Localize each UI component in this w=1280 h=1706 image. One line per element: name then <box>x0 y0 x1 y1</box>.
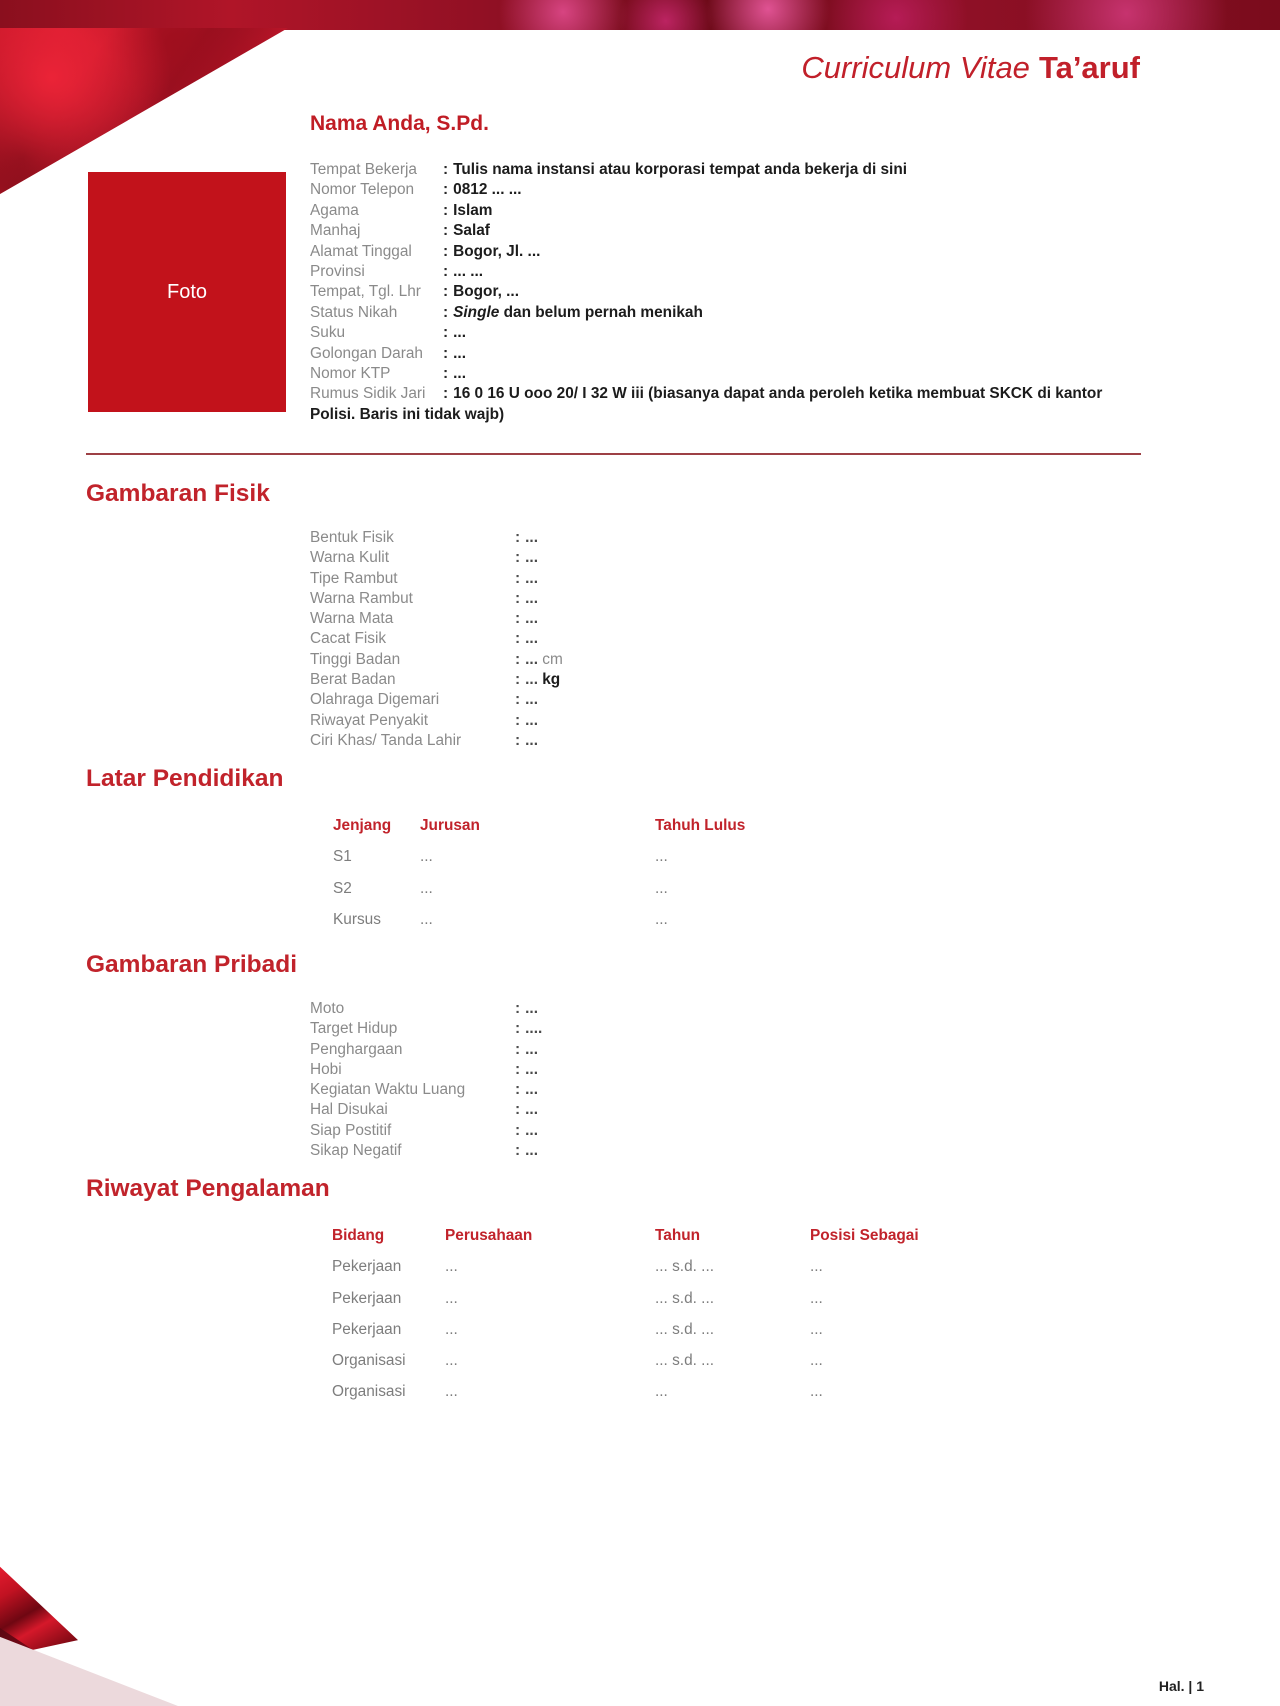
field-row <box>310 548 1010 568</box>
field-separator: : <box>515 569 521 587</box>
education-table <box>333 816 1033 942</box>
cell-posisi: ... <box>810 1320 823 1338</box>
field-row <box>310 690 1010 710</box>
field-separator: : <box>443 181 449 199</box>
field-value: ... <box>525 549 538 567</box>
field-value: ... ... <box>453 263 484 281</box>
field-row <box>310 344 1146 364</box>
field-separator: : <box>443 385 449 403</box>
table-row <box>333 910 1033 941</box>
table-row <box>332 1289 1142 1320</box>
physical-field-list <box>310 528 1010 751</box>
field-label: Bentuk Fisik <box>310 529 394 546</box>
field-label: Moto <box>310 1000 345 1017</box>
table-row <box>332 1351 1142 1382</box>
column-header: Perusahaan <box>445 1227 533 1244</box>
section-heading-physical: Gambaran Fisik <box>86 480 270 507</box>
footer-page-number: Hal. | 1 <box>1158 1678 1204 1694</box>
field-separator: : <box>443 344 449 362</box>
column-header: Posisi Sebagai <box>810 1227 919 1244</box>
rose-photo-strip <box>0 0 1280 30</box>
field-value: ... <box>525 610 538 628</box>
field-label: Warna Mata <box>310 610 394 628</box>
section-heading-education: Latar Pendidikan <box>86 765 284 792</box>
field-row <box>310 282 1146 302</box>
field-separator: : <box>443 324 449 342</box>
field-row <box>310 629 1010 649</box>
cell-bidang: Pekerjaan <box>332 1258 402 1276</box>
field-row <box>310 1141 1010 1161</box>
field-value: ... <box>525 529 538 546</box>
field-value: ... <box>525 1121 538 1139</box>
table-row <box>332 1320 1142 1351</box>
title-bold-part: Ta’aruf <box>1038 50 1140 85</box>
field-value: 0812 ... ... <box>453 181 522 199</box>
field-label: Golongan Darah <box>310 344 423 362</box>
field-separator: : <box>443 263 449 281</box>
field-value: ... <box>453 365 466 383</box>
cell-perusahaan: ... <box>445 1320 458 1338</box>
cell-jenjang: S1 <box>333 848 352 866</box>
field-value: Islam <box>453 201 493 219</box>
field-label: Tipe Rambut <box>310 569 398 587</box>
experience-table-header <box>332 1226 1142 1257</box>
field-row <box>310 323 1146 343</box>
field-separator: : <box>443 201 449 219</box>
field-label: Olahraga Digemari <box>310 691 440 709</box>
field-row <box>310 609 1010 629</box>
field-separator: : <box>515 1000 521 1017</box>
field-row <box>310 160 1146 180</box>
column-header: Tahuh Lulus <box>655 817 746 834</box>
field-row <box>310 670 1010 690</box>
cell-perusahaan: ... <box>445 1258 458 1276</box>
field-label: Ciri Khas/ Tanda Lahir <box>310 731 462 749</box>
field-row <box>310 711 1010 731</box>
cell-tahun: ... s.d. ... <box>655 1352 715 1370</box>
cell-bidang: Pekerjaan <box>332 1320 402 1338</box>
field-value: ... <box>525 589 538 607</box>
cell-tahun: ... <box>655 1383 668 1401</box>
field-value: Bogor, Jl. ... <box>453 242 541 260</box>
field-separator: : <box>443 161 449 178</box>
field-separator: : <box>443 283 449 301</box>
section-heading-experience: Riwayat Pengalaman <box>86 1175 330 1202</box>
field-separator: : <box>515 650 521 668</box>
cell-bidang: Organisasi <box>332 1383 406 1401</box>
field-separator: : <box>443 365 449 383</box>
field-value: ... <box>453 344 466 362</box>
field-row <box>310 384 1146 425</box>
field-separator: : <box>515 671 521 689</box>
field-label: Tempat Bekerja <box>310 161 417 178</box>
field-row <box>310 528 1010 548</box>
field-separator: : <box>515 1142 521 1160</box>
field-separator: : <box>443 242 449 260</box>
field-value: ... <box>525 569 538 587</box>
field-value-italic: Single <box>453 303 500 321</box>
field-value: ... <box>525 1000 538 1017</box>
field-row <box>310 1040 1010 1060</box>
field-label: Manhaj <box>310 222 361 240</box>
field-separator: : <box>515 1060 521 1078</box>
field-unit: cm <box>537 650 563 668</box>
field-label: Cacat Fisik <box>310 630 387 648</box>
cell-posisi: ... <box>810 1258 823 1276</box>
field-value: ... <box>525 1142 538 1160</box>
field-value: ... <box>525 691 538 709</box>
cell-jenjang: Kursus <box>333 911 381 929</box>
cell-tahun: ... <box>655 879 668 897</box>
field-row <box>310 201 1146 221</box>
field-label: Nomor Telepon <box>310 181 415 199</box>
field-label: Siap Postitif <box>310 1121 392 1139</box>
cell-posisi: ... <box>810 1352 823 1370</box>
field-value: ... <box>525 1101 538 1119</box>
field-separator: : <box>515 610 521 628</box>
field-separator: : <box>515 1020 521 1038</box>
cell-jurusan: ... <box>420 879 433 897</box>
cell-jurusan: ... <box>420 848 433 866</box>
identity-field-list <box>310 160 1146 425</box>
field-row <box>310 569 1010 589</box>
field-separator: : <box>515 529 521 546</box>
field-label: Hal Disukai <box>310 1101 388 1119</box>
field-label: Berat Badan <box>310 671 396 689</box>
field-row <box>310 303 1146 323</box>
field-value: ... <box>525 711 538 729</box>
cell-jurusan: ... <box>420 911 433 929</box>
section-divider-line <box>86 453 1141 455</box>
field-label: Target Hidup <box>310 1020 398 1038</box>
photo-placeholder-label: Foto <box>166 280 208 303</box>
field-row <box>310 1060 1010 1080</box>
cell-perusahaan: ... <box>445 1383 458 1401</box>
field-separator: : <box>515 1121 521 1139</box>
field-value: .... <box>525 1020 543 1038</box>
field-unit: kg <box>537 671 561 689</box>
field-separator: : <box>515 549 521 567</box>
field-value: 16 0 16 U ooo 20/ I 32 W iii (biasanya dapat anda peroleh ketika membuat SKCK di kantor Polisi. Baris ini tidak wajb) <box>310 385 1103 423</box>
field-separator: : <box>515 691 521 709</box>
field-separator: : <box>443 222 449 240</box>
field-separator: : <box>515 731 521 749</box>
field-value: ... <box>525 630 538 648</box>
field-value: ... <box>525 671 538 689</box>
table-row <box>333 879 1033 910</box>
cell-bidang: Pekerjaan <box>332 1289 402 1307</box>
field-value: ... <box>525 731 538 749</box>
field-separator: : <box>515 1081 521 1099</box>
field-row <box>310 1100 1010 1120</box>
field-value: ... <box>525 1040 538 1058</box>
column-header: Tahun <box>655 1227 701 1244</box>
field-row <box>310 1080 1010 1100</box>
cell-tahun: ... s.d. ... <box>655 1320 715 1338</box>
section-heading-personal: Gambaran Pribadi <box>86 951 298 978</box>
field-label: Alamat Tinggal <box>310 242 412 260</box>
cell-jenjang: S2 <box>333 879 352 897</box>
field-label: Penghargaan <box>310 1040 403 1058</box>
field-label: Status Nikah <box>310 303 398 321</box>
field-label: Riwayat Penyakit <box>310 711 429 729</box>
photo-placeholder <box>88 172 286 412</box>
education-table-header <box>333 816 1033 847</box>
field-label: Sikap Negatif <box>310 1142 402 1160</box>
field-value: dan belum pernah menikah <box>499 303 703 321</box>
field-row <box>310 999 1010 1019</box>
field-row <box>310 589 1010 609</box>
field-row <box>310 364 1146 384</box>
field-label: Nomor KTP <box>310 365 391 383</box>
field-value: Salaf <box>453 222 490 240</box>
title-italic-part: Curriculum Vitae <box>801 50 1030 85</box>
field-separator: : <box>515 589 521 607</box>
field-label: Suku <box>310 324 346 342</box>
rose-photo-corner <box>0 28 288 194</box>
cell-perusahaan: ... <box>445 1352 458 1370</box>
column-header: Jurusan <box>420 817 480 834</box>
table-row <box>333 847 1033 878</box>
field-label: Tempat, Tgl. Lhr <box>310 283 421 301</box>
field-label: Warna Kulit <box>310 549 389 567</box>
cell-tahun: ... <box>655 848 668 866</box>
field-row <box>310 221 1146 241</box>
field-label: Warna Rambut <box>310 589 413 607</box>
cell-tahun: ... s.d. ... <box>655 1289 715 1307</box>
field-value: Tulis nama instansi atau korporasi tempat anda bekerja di sini <box>453 161 908 178</box>
cell-posisi: ... <box>810 1289 823 1307</box>
field-row <box>310 262 1146 282</box>
field-row <box>310 1121 1010 1141</box>
document-title <box>801 50 1140 86</box>
field-label: Rumus Sidik Jari <box>310 385 426 403</box>
table-row <box>332 1257 1142 1288</box>
field-label: Hobi <box>310 1060 342 1078</box>
field-row <box>310 180 1146 200</box>
field-separator: : <box>443 303 449 321</box>
field-label: Provinsi <box>310 263 365 281</box>
field-row <box>310 650 1010 670</box>
field-label: Agama <box>310 201 359 219</box>
column-header: Jenjang <box>333 817 392 834</box>
field-separator: : <box>515 1040 521 1058</box>
field-label: Kegiatan Waktu Luang <box>310 1081 466 1099</box>
field-label: Tinggi Badan <box>310 650 401 668</box>
cell-perusahaan: ... <box>445 1289 458 1307</box>
experience-table <box>332 1226 1142 1414</box>
field-row <box>310 1019 1010 1039</box>
field-separator: : <box>515 1101 521 1119</box>
cell-tahun: ... <box>655 911 668 929</box>
field-separator: : <box>515 711 521 729</box>
cell-tahun: ... s.d. ... <box>655 1258 715 1276</box>
personal-field-list <box>310 999 1010 1161</box>
field-row <box>310 242 1146 262</box>
field-value: Bogor, ... <box>453 283 519 301</box>
person-name: Nama Anda, S.Pd. <box>310 112 489 135</box>
field-value: ... <box>453 324 466 342</box>
field-row <box>310 731 1010 751</box>
cell-bidang: Organisasi <box>332 1352 406 1370</box>
column-header: Bidang <box>332 1227 385 1244</box>
field-separator: : <box>515 630 521 648</box>
table-row <box>332 1382 1142 1413</box>
field-value: ... <box>525 1081 538 1099</box>
field-value: ... <box>525 650 538 668</box>
cell-posisi: ... <box>810 1383 823 1401</box>
field-value: ... <box>525 1060 538 1078</box>
